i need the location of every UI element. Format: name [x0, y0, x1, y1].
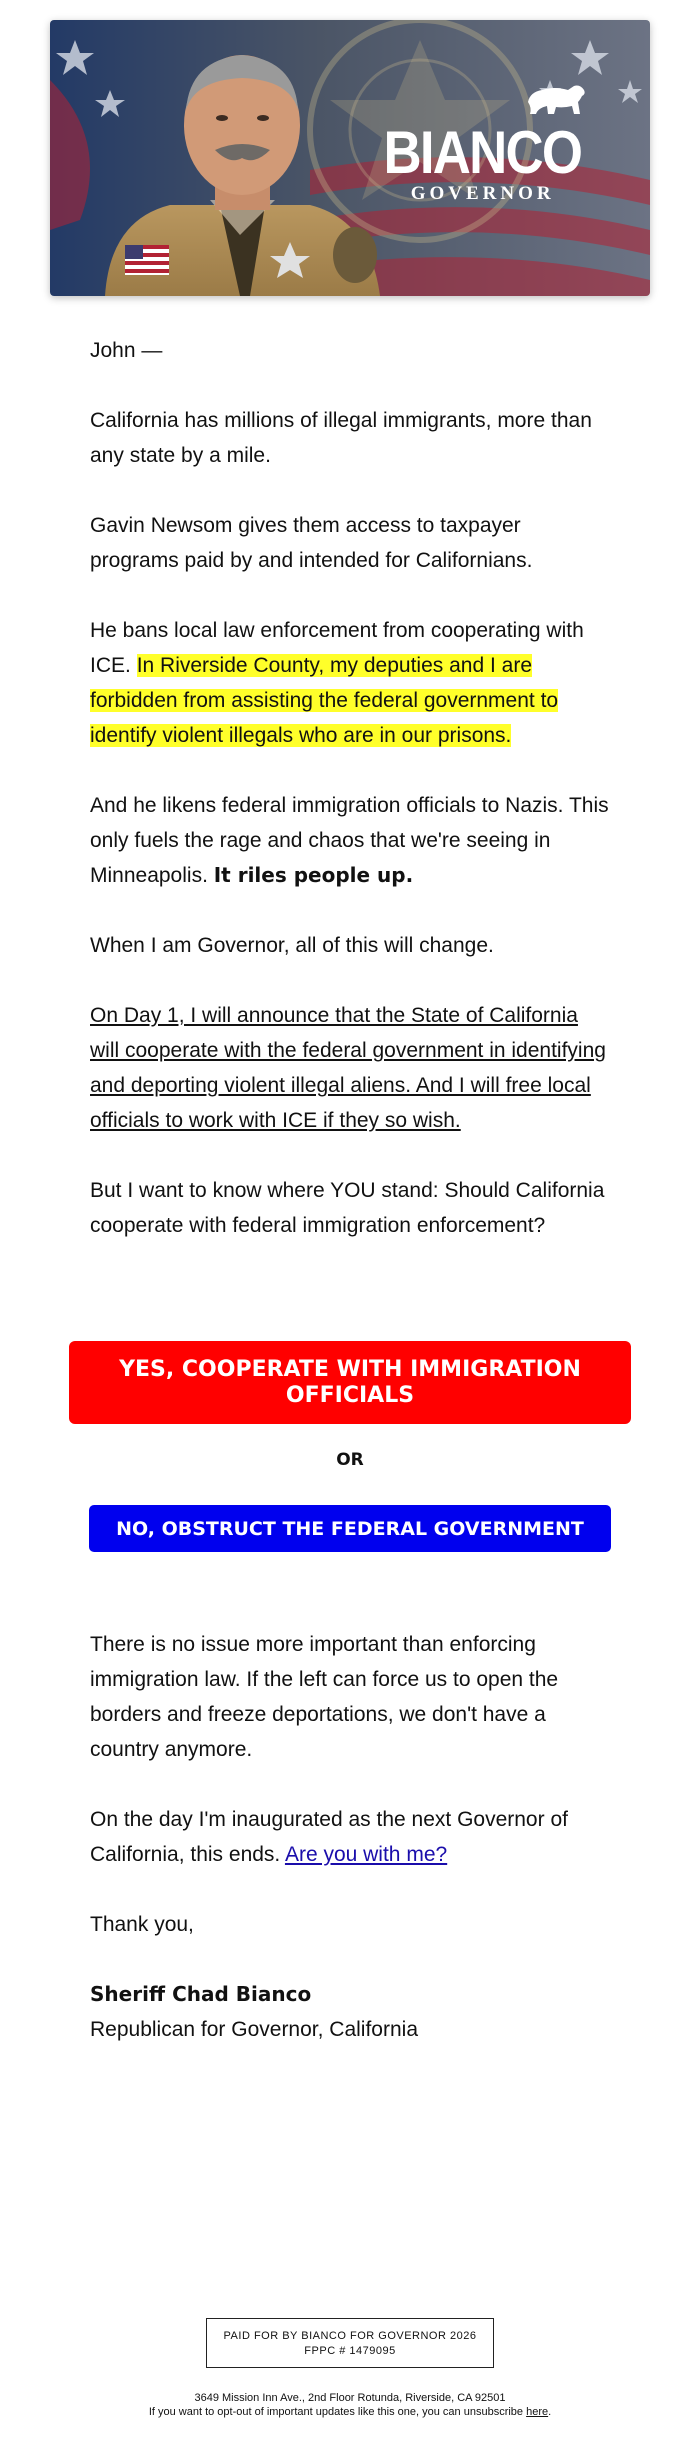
signature [90, 1977, 610, 2047]
optout-line [0, 2405, 700, 2419]
or-divider: OR [336, 1450, 364, 1470]
brand-subtitle: GOVERNOR [410, 183, 555, 204]
unsubscribe-link[interactable]: here [526, 2406, 549, 2418]
email-body [90, 333, 610, 1278]
paragraph-5: When I am Governor, all of this will change. [90, 934, 494, 957]
paragraph-9-text: On the day I'm inaugurated as the next Governor of California, this ends. [90, 1808, 568, 1866]
footer-address: 3649 Mission Inn Ave., 2nd Floor Rotunda, Riverside, CA 92501 [194, 2392, 506, 2404]
bold-emphasis: It riles people up. [213, 863, 414, 887]
are-you-with-me-link[interactable]: Are you with me? [284, 1843, 448, 1866]
paragraph-9 [90, 1802, 610, 1872]
paid-for-disclaimer [206, 2318, 494, 2368]
paragraph-1: California has millions of illegal immigrants, more than any state by a mile. [90, 409, 592, 467]
footer [0, 2391, 700, 2419]
paragraph-6-underlined: On Day 1, I will announce that the State of California will cooperate with the federal government in identifying and deporting violent illegal aliens. And I will free local officials to work with ICE if they so wish. [90, 1004, 606, 1132]
signature-title: Republican for Governor, California [90, 2018, 419, 2041]
yes-cooperate-button[interactable]: YES, COOPERATE WITH IMMIGRATION OFFICIALS [69, 1341, 631, 1424]
optout-end: . [548, 2406, 552, 2418]
paragraph-4-text: And he likens federal immigration officials to Nazis. This only fuels the rage and chaos that we're seeing in Minneapolis. [90, 794, 609, 887]
paragraph-4 [90, 788, 610, 893]
signature-name: Sheriff Chad Bianco [90, 1982, 312, 2006]
no-obstruct-button[interactable]: NO, OBSTRUCT THE FEDERAL GOVERNMENT [89, 1505, 611, 1552]
fppc-number: FPPC # 1479095 [304, 2345, 396, 2357]
highlighted-text: In Riverside County, my deputies and I are forbidden from assisting the federal government to identify violent illegals who are in our prisons. [90, 654, 559, 747]
header-banner [50, 20, 650, 296]
email-closing [90, 1627, 610, 2047]
paragraph-3 [90, 613, 610, 753]
paragraph-3-text: He bans local law enforcement from cooperating with ICE. [90, 619, 584, 677]
paid-for-line: PAID FOR BY BIANCO FOR GOVERNOR 2026 [223, 2330, 477, 2342]
greeting: John — [90, 339, 163, 362]
optout-text: If you want to opt-out of important updates like this one, you can unsubscribe [148, 2406, 527, 2418]
brand-name: BIANCO [383, 119, 582, 186]
paragraph-7-question: But I want to know where YOU stand: Should California cooperate with federal immigration enforcement? [90, 1179, 605, 1237]
bear-icon [524, 80, 588, 120]
paragraph-8: There is no issue more important than enforcing immigration law. If the left can force us to open the borders and freeze deportations, we don't have a country anymore. [90, 1633, 559, 1761]
thanks-line: Thank you, [90, 1913, 194, 1936]
brand-logo [370, 119, 595, 205]
paragraph-2: Gavin Newsom gives them access to taxpayer programs paid by and intended for Californians. [90, 514, 533, 572]
